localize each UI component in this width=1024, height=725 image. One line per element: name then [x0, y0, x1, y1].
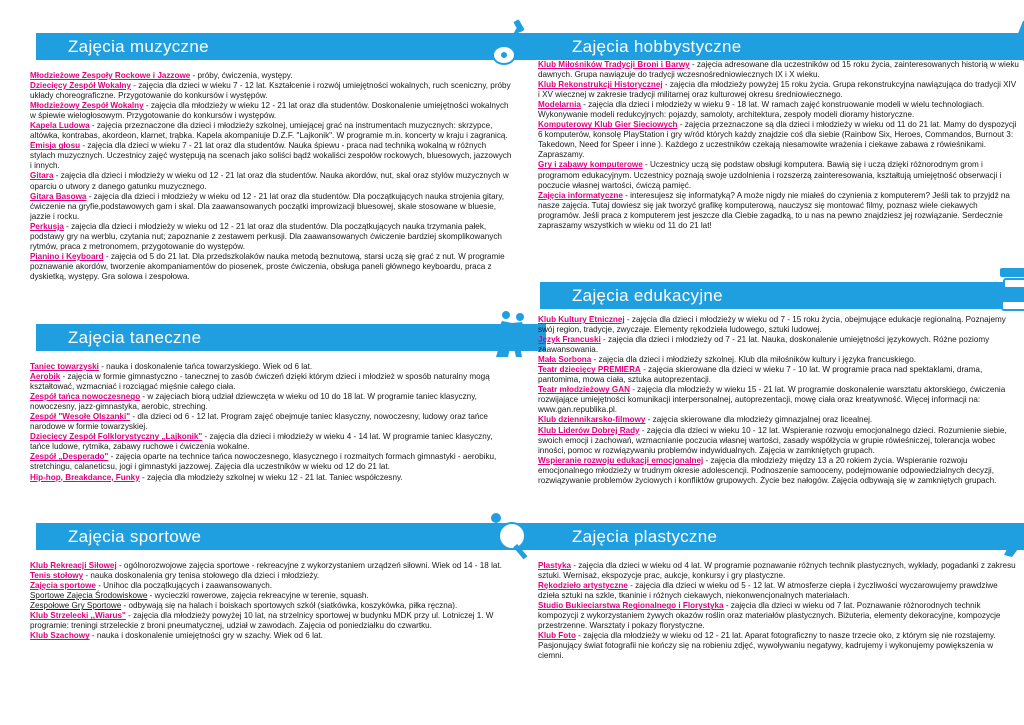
- table-tennis-icon: [482, 508, 542, 560]
- entry-name[interactable]: Komputerowy Klub Gier Sieciowych: [538, 120, 678, 130]
- entry-name[interactable]: Gitara: [30, 171, 54, 181]
- list-item: [30, 362, 512, 372]
- list-item: [30, 71, 512, 81]
- list-item: [30, 222, 512, 252]
- entry-name[interactable]: Tenis stołowy: [30, 571, 84, 581]
- list-item: [538, 415, 1020, 425]
- section-title: Zajęcia hobbystyczne: [572, 36, 742, 56]
- list-item: [538, 335, 1020, 355]
- paintbrush-icon: [992, 505, 1024, 557]
- list-item: [30, 581, 512, 591]
- entry-text: - próby, ćwiczenia, występy.: [190, 71, 293, 80]
- entry-text: - Uczestnicy uczą się podstaw obsługi komputera. Bawią się i uczą dzięki różnorodnym grom i programom edukacyjnym. Uczestnicy poznają swoje uzdolnienia i rozszerzą zainteresowania, kształtują umiejętność obserwacji i poczucie własnej wartości, ćwiczą pamięć.: [538, 160, 1002, 190]
- list-item: [30, 473, 512, 483]
- entry-name[interactable]: Aerobik: [30, 372, 61, 382]
- entry-name[interactable]: Kapela Ludowa: [30, 121, 90, 131]
- entry-name[interactable]: Klub Foto: [538, 631, 576, 641]
- entry-name[interactable]: Wspieranie rozwoju edukacji emocjonalnej: [538, 455, 704, 465]
- entry-text: - zajęcia dla dzieci i młodzieży w wieku od 12 - 21 lat oraz dla studentów. Nauka akordów, nut, skal oraz stylów muzycznych w oparciu o utwory z danego gatunku muzycznego.: [30, 171, 509, 191]
- entry-text: - zajęcia przeznaczone są dla dzieci i młodzieży w wieku od 11 do 21 lat. Mamy do dyspozycji 6 komputerów, konsolę PlayStation i gry w/ród których każdy znajdzie coś dla siebie (Rainbow Six, Heroes, Commandos, Burnout 3: Takedown, Need for Speer i inne ). Każdego z uczestników czekają niesamowite wrażenia i ciekawe zabawa z rówieśnikami. Zapraszamy.: [538, 120, 1017, 160]
- entry-text: - nauka i doskonalenie umiejętności gry w szachy. Wiek od 6 lat.: [89, 631, 323, 641]
- section-header: [36, 523, 546, 550]
- entry-text: - zajęcia dla dzieci w wieku od 7 lat. Poznawanie różnorodnych technik kompozycji z wykorzystaniem żywych okazów roślin oraz materiałów plastycznych. Biżuteria, elementy dekoracyjne, kompozycje przestrzenne. Warsztaty i pokazy florystyczne.: [538, 601, 1001, 631]
- entry-list: [538, 561, 1020, 661]
- section-muzyczne: [30, 33, 512, 282]
- list-item: [30, 601, 512, 611]
- entry-text: - zajęcia dla dzieci i młodzieży w wieku 9 - 18 lat. W ramach zajęć konstruowanie modeli w wielu technologiach. Wykonywanie modeli redukcyjnych: pojazdy, samoloty, architektura, zespoły modeli dioramy historyczne.: [538, 100, 985, 120]
- entry-text: - zajęcia dla dzieci w wieku 10 - 12 lat. Wspieranie rozwoju emocjonalnego dzieci. Rozumienie siebie, swoich emocji i zachowań, wzmacnianie poczucia własnej wartości, zasady współżycia w grupie rówieśniczej, tolerancja wobec inności, pomoc w rozwiązywaniu problemów indywidualnych. Zajęcia w zamkniętych grupach.: [538, 425, 1007, 455]
- entry-list: [30, 561, 512, 641]
- dancing-couple-icon: [482, 309, 542, 361]
- list-item: [538, 385, 1020, 415]
- list-item: [30, 452, 512, 472]
- section-taneczne: [30, 324, 512, 483]
- books-icon: [992, 262, 1024, 314]
- entry-name[interactable]: Zespół tańca nowoczesnego: [30, 392, 141, 402]
- list-item: [538, 60, 1020, 80]
- section-header: [540, 282, 1024, 309]
- entry-text: - zajęcia skierowane dla młodzieży gimnazjalnej oraz licealnej.: [645, 415, 873, 425]
- list-item: [30, 171, 512, 191]
- section-title: Zajęcia muzyczne: [68, 36, 209, 56]
- entry-name[interactable]: Emisja głosu: [30, 141, 81, 151]
- list-item: [538, 315, 1020, 335]
- entry-text: - nauka doskonalenia gry tenisa stołowego dla dzieci i młodzieży.: [83, 571, 320, 581]
- entry-name[interactable]: Plastyka: [538, 561, 571, 570]
- entry-list: [538, 60, 1020, 231]
- list-item: [538, 160, 1020, 190]
- entry-text: - zajęcia dla młodzieży powyżej 15 roku życia. Grupa rekonstrukcyjna nawiązująca do tradycji XIV i XV wiecznej w zakresie tradycji militarnej oraz kulturowej okresu średniowiecznego.: [538, 80, 1017, 100]
- list-item: [538, 80, 1020, 100]
- entry-list: [538, 315, 1020, 486]
- section-plastyczne: [538, 523, 1020, 661]
- section-hobbystyczne: [538, 33, 1020, 231]
- entry-text: - zajęcia dla młodzieży w wieku od 12 - 21 lat. Aparat fotograficzny to nasze trzecie oko, z którym się nie rozstajemy. Pasjonujący świat fotografii nie kończy się na robieniu zdjęć, wywoływaniu negatywy, kadrujemy i wykonujemy powiększenia w ciemni.: [538, 631, 996, 661]
- entry-text: - zajęcia dla dzieci w wieku od 5 - 12 lat. W atmosferze ciepła i życzliwości wyczarowujemy prawdziwe dzieła sztuki na szkle, tkaninie i różnych ciekawych, niekonwencjonalnych materiałach.: [538, 581, 998, 601]
- entry-text: - Unihoc dla początkujących i zaawansowanych.: [95, 581, 273, 591]
- list-item: [30, 192, 512, 222]
- entry-name[interactable]: Zespół "Wesołe Olszanki": [30, 412, 131, 422]
- entry-text: - zajęcia dla młodzieży szkolnej w wieku 12 - 21 lat. Taniec współczesny.: [139, 472, 403, 482]
- entry-name[interactable]: Klub Kultury Etnicznej: [538, 315, 625, 324]
- section-header: [540, 33, 1024, 60]
- list-item: [538, 191, 1020, 231]
- entry-name[interactable]: Modelarnia: [538, 100, 581, 110]
- entry-name[interactable]: Młodzieżowe Zespoły Rockowe i Jazzowe: [30, 71, 191, 80]
- entry-text: - zajęcia dla młodzieży między 13 a 20 rokiem życia. Wspieranie rozwoju emocjonalnego młodzieży w trudnym okresie adolescencji. Podnoszenie samooceny, podejmowanie odpowiedzialnych decyzji, rozwiązywanie problemów życiowych i konfliktów grupowych. Życie bez nałogów. Zajęcia odbywają się w zamkniętych grupach.: [538, 455, 997, 485]
- entry-name[interactable]: Klub Strzelecki ,,Wiarus": [30, 611, 126, 621]
- entry-name[interactable]: Teatr młodzieżowy GAN: [538, 385, 630, 395]
- entry-name[interactable]: Zespołowe Gry Sportowe: [30, 601, 122, 611]
- entry-name[interactable]: Zajęcia informatyczne: [538, 190, 623, 200]
- section-header: [540, 523, 1024, 550]
- list-item: [30, 631, 512, 641]
- entry-name[interactable]: Mała Sorbona: [538, 355, 592, 365]
- entry-text: - w zajęciach biorą udział dziewczęta w wieku od 10 do 18 lat. W programie taniec klasyczny, nowoczesny, jazz-gimnastyka, aerobic, streching.: [30, 392, 477, 412]
- right-column: [538, 0, 1020, 725]
- left-column: [30, 0, 512, 725]
- entry-name[interactable]: Dziecięcy Zespół Wokalny: [30, 81, 131, 91]
- entry-text: - dla dzieci od 6 - 12 lat. Program zajęć obejmuje taniec klasyczny, nowoczesny, ludowy oraz tańce narodowe w formie towarzyskiej.: [30, 412, 488, 432]
- entry-text: - zajęcia dla dzieci i młodzieży od 7 - 21 lat. Nauka, doskonalenie umiejętności językowych. Różne poziomy zaawansowania.: [538, 335, 990, 355]
- list-item: [30, 571, 512, 581]
- entry-text: - zajęcia dla dzieci i młodzieży szkolnej. Klub dla miłośników kultury i języka francuskiego.: [591, 355, 916, 365]
- section-title: Zajęcia plastyczne: [572, 526, 718, 546]
- entry-name[interactable]: Teatr dziecięcy PREMIERA: [538, 365, 641, 375]
- entry-name[interactable]: Język Francuski: [538, 335, 601, 345]
- list-item: [538, 365, 1020, 385]
- section-edukacyjne: [538, 282, 1020, 486]
- entry-text: - zajęcia dla dzieci i młodzieży w wieku od 7 - 15 roku życia, obejmujące edukacje regionalną. Poznajemy swój region, tradycje, zwyczaje. Elementy rękodzieła ludowego, sztuki ludowej.: [538, 315, 1006, 335]
- airplane-icon: [986, 15, 1024, 67]
- list-item: [538, 426, 1020, 456]
- entry-name[interactable]: Gitara Basowa: [30, 191, 87, 201]
- entry-name[interactable]: Pianino i Keyboard: [30, 251, 104, 261]
- guitar-icon: [482, 18, 542, 70]
- list-item: [30, 432, 512, 452]
- entry-text: - zajęcia przeznaczone dla dzieci i młodzieży szkolnej, umiejącej grać na instrumentach muzycznych: skrzypce, altówka, kontrabas, akordeon, klarnet, trąbka. Kapela akompaniuje D.Z.F. "Lajkonik". W programie m.in. koncerty w kraju i zagranicą.: [30, 121, 508, 141]
- section-title: Zajęcia taneczne: [68, 327, 202, 347]
- entry-text: - zajęcia dla dzieci w wieku od 4 lat. W programie poznawanie różnych technik plastycznych, wykłady, pogadanki z zakresu sztuki. Wernisaż, ekspozycje prac, aukcje, konkursy i gry plastyczne.: [538, 561, 1016, 581]
- section-title: Zajęcia edukacyjne: [572, 285, 723, 305]
- list-item: [538, 601, 1020, 631]
- entry-text: - zajęcia dla dzieci i młodzieży w wieku od 12 - 21 lat oraz dla studentów. Dla początkujących nauka strojenia gitary, ćwiczenie na gryfie,podstawowych gam i skal. Dla zaawansowanych początki improwizacji bluesowej, skale stosowane w bluesie, jazzie i rocku.: [30, 191, 505, 221]
- entry-text: - ogólnorozwojowe zajęcia sportowe - rekreacyjne z wykorzystaniem urządzeń siłowni. Wiek od 14 - 18 lat.: [116, 561, 502, 570]
- list-item: [30, 561, 512, 571]
- list-item: [538, 581, 1020, 601]
- entry-text: - nauka i doskonalenie tańca towarzyskiego. Wiek od 6 lat.: [98, 362, 313, 371]
- entry-list: [30, 362, 512, 483]
- entry-name[interactable]: Zespół „Desperado": [30, 452, 109, 462]
- entry-text: - zajęcia dla młodzieży w wieku 12 - 21 lat oraz dla studentów. Doskonalenie umiejętności wokalnych w śpiewie wielogłosowym. Przygotowanie do konkursów i występów.: [30, 101, 509, 121]
- entry-name[interactable]: Klub Rekreacji Siłowej: [30, 561, 117, 570]
- entry-name[interactable]: Klub Miłośników Tradycji Broni i Barwy: [538, 60, 690, 69]
- list-item: [538, 355, 1020, 365]
- entry-list: [30, 71, 512, 282]
- list-item: [30, 591, 512, 601]
- list-item: [30, 392, 512, 412]
- list-item: [538, 100, 1020, 120]
- entry-name[interactable]: Sportowe Zajęcia Środowiskowe: [30, 591, 148, 601]
- entry-name[interactable]: Studio Bukieciarstwa Regionalnego i Florystyka: [538, 601, 724, 611]
- entry-text: - zajęcia dla młodzieży powyżej 10 lat, na strzelnicy sportowej w budynku MDK przy ul. Lotniczej 1. W programie: treningi strzeleckie z broni pneumatycznej, udział w zawodach. Zajęcia od poniedziałku do czwartku.: [30, 611, 494, 631]
- entry-name[interactable]: Klub Liderów Dobrej Rady: [538, 425, 640, 435]
- list-item: [538, 120, 1020, 160]
- section-header: [36, 324, 546, 351]
- entry-name[interactable]: Klub Szachowy: [30, 631, 90, 641]
- entry-text: - zajęcia dla dzieci i młodzieży w wieku od 12 - 21 lat oraz dla studentów. Dla początkujących nauka trzymania pałek, podstawy gry na werblu, czytania nut; zapoznanie z zestawem perkusji. Dla zaawansowanych ćwiczenie bardziej skomplikowanych rytmów, praca z metronomem, przygotowanie do występów.: [30, 221, 502, 251]
- entry-name[interactable]: Klub dziennikarsko-filmowy: [538, 415, 646, 425]
- list-item: [30, 101, 512, 121]
- list-item: [30, 412, 512, 432]
- entry-name[interactable]: Perkusja: [30, 221, 64, 231]
- entry-name[interactable]: Rękodzieło artystyczne: [538, 581, 628, 591]
- entry-text: - zajęcia w formie gimnastyczno - tanecznej to zasób ćwiczeń dzięki którym dzieci i młodzież w sposób naturalny mogą kształtować, wzmacniać i rozciągać mięśnie całego ciała.: [30, 372, 490, 392]
- list-item: [538, 456, 1020, 486]
- entry-text: - wycieczki rowerowe, zajęcia rekreacyjne w terenie, squash.: [147, 591, 369, 601]
- section-sportowe: [30, 523, 512, 641]
- section-header: [36, 33, 546, 60]
- section-title: Zajęcia sportowe: [68, 526, 202, 546]
- list-item: [30, 252, 512, 282]
- list-item: [538, 631, 1020, 661]
- entry-name[interactable]: Zajęcia sportowe: [30, 581, 96, 591]
- entry-name[interactable]: Klub Rekonstrukcji Historycznej: [538, 80, 663, 90]
- list-item: [30, 141, 512, 171]
- entry-text: - zajęcia skierowane dla dzieci w wieku 7 - 10 lat. W programie praca nad spektaklami, drama, pantomima, mowa ciała, sztuka autoprezentacji.: [538, 365, 983, 385]
- entry-text: - zajęcia od 5 do 21 lat. Dla przedszkolaków nauka metodą beznutową, starsi uczą się grać z nut. W programie poznawanie akordów, tworzenie akompaniamentów do piosenek, proste ćwiczenia, obsługa paneli głównego keyboardu, praca z dyskietką, występy. Gra solowa i zespołowa.: [30, 251, 505, 281]
- entry-text: - odbywają się na halach i boiskach sportowych szkół (siatkówka, koszykówka, piłka ręczna).: [121, 601, 458, 611]
- entry-name[interactable]: Dziecięcy Zespół Folklorystyczny „Lajkonik": [30, 432, 203, 442]
- list-item: [538, 561, 1020, 581]
- list-item: [30, 81, 512, 101]
- list-item: [30, 372, 512, 392]
- entry-text: - zajęcia dla młodzieży w wieku 15 - 21 lat. W programie doskonalenie warsztatu aktorskiego, ćwiczenia rozwijające umiejętności komunikacji interpersonalnej, autoprezentacji, mowę ciała oraz kreatywność. Więcej informacji na: www.gan.republika.pl.: [538, 385, 1006, 415]
- entry-text: - zajęcia oparte na technice tańca nowoczesnego, klasycznego i rozmaitych formach gimnastyki - aerobiku, stretchingu, calaneticsu, jogi i gimnastyki jazzowej. Zajęcia dla uczestników w wieku od 12 do 21 lat.: [30, 452, 497, 472]
- entry-name[interactable]: Gry i zabawy komputerowe: [538, 160, 643, 170]
- list-item: [30, 611, 512, 631]
- entry-name[interactable]: Hip-hop, Breakdance, Funky: [30, 472, 140, 482]
- entry-name[interactable]: Taniec towarzyski: [30, 362, 99, 371]
- entry-name[interactable]: Młodzieżowy Zespół Wokalny: [30, 101, 144, 111]
- entry-text: - zajęcia dla dzieci w wieku 7 - 21 lat oraz dla studentów. Nauka śpiewu - praca nad techniką wokalną w różnych stylach muzycznych. Uczestnicy zajęć występują na scenach jako soliści bądź wokaliści zespołów rockowych, bluesowych, jazzowych i innych.: [30, 141, 512, 171]
- entry-text: - zajęcia dla dzieci w wieku 7 - 12 lat. Kształcenie i rozwój umiejętności wokalnych, ruch sceniczny, próby układy choreograficzne. Przygotowanie do konkursów i występów.: [30, 81, 511, 101]
- entry-text: - zajęcia dla dzieci i młodzieży w wieku 4 - 14 lat. W programie taniec klasyczny, tańce ludowe, rytmika, zabawy ruchowe i ćwiczenia wokalne.: [30, 432, 493, 452]
- list-item: [30, 121, 512, 141]
- entry-text: - interesujesz się informatyką? A może nigdy nie miałeś do czynienia z komputerem? Jeśli tak to przyjdź na nasze zajęcia. Tutaj dowiesz się jak tworzyć grafikę komputerową, nauczysz się montować filmy, poznasz wiele ciekawych programów. Jeśli praca z komputerem jest jeszcze dla Ciebie zagadką, to u nas na pewno znajdziesz jej rozwiązanie. Serdecznie zapraszamy wszystkich w wieku od 11 do 21 lat!: [538, 190, 1010, 230]
- entry-text: - zajęcia adresowane dla uczestników od 15 roku życia, zainteresowanych historią w wieku dawnych. Grupa nawiązuje do tradycji wczesnośredniowiecznych IX i X wieku.: [538, 60, 1019, 80]
